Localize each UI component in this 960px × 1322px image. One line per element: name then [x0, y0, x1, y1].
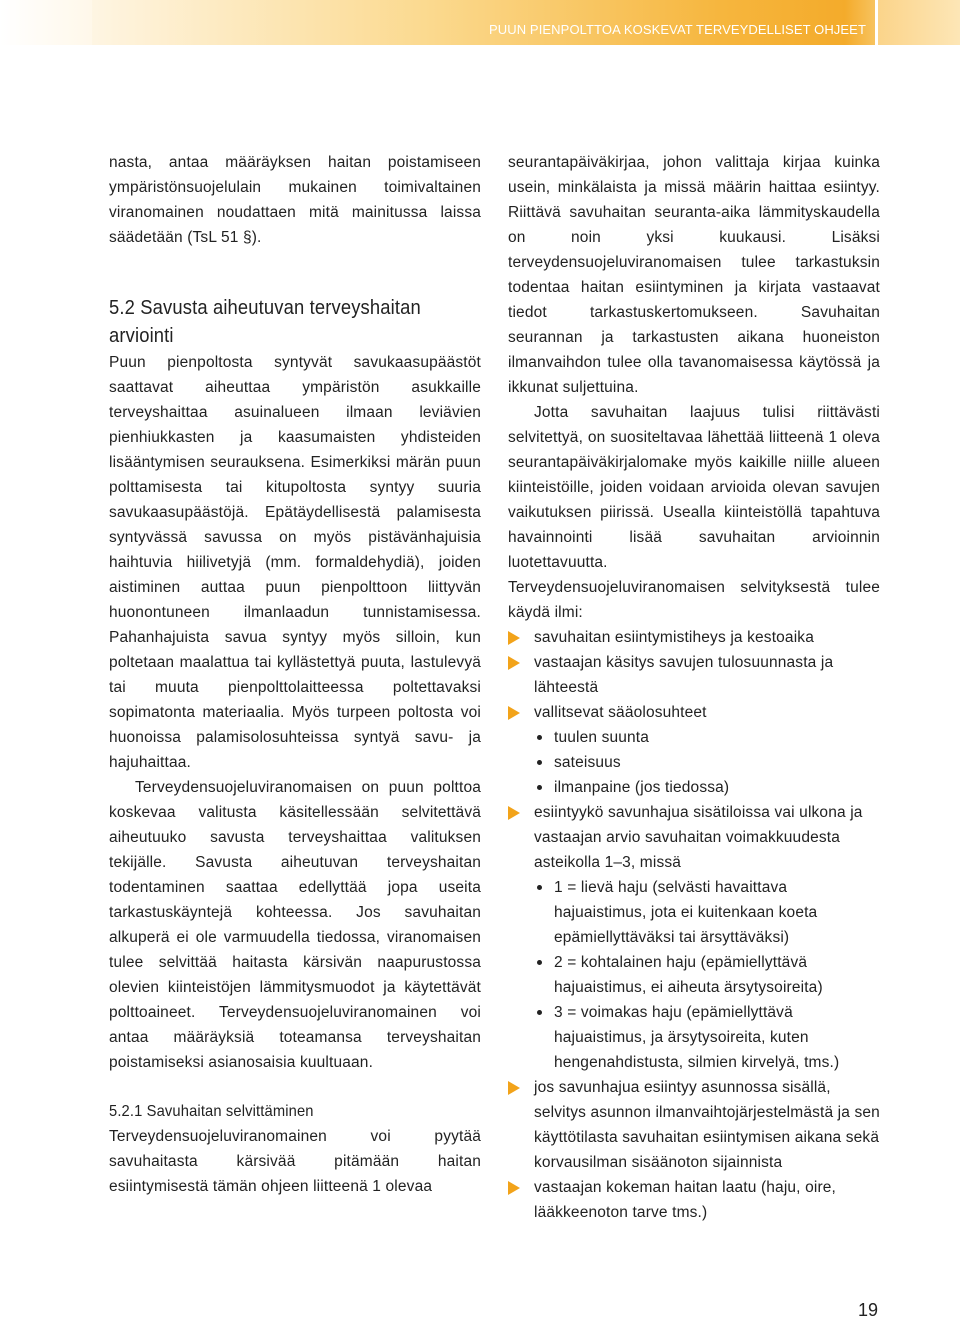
list-item [508, 650, 880, 700]
header-stripe [0, 0, 92, 45]
page-number: 19 [857, 1300, 878, 1320]
right-paragraph-2: Jotta savuhaitan laajuus tulisi riittävästi selvitettyä, on suositeltavaa lähettää liitteenä 1 oleva seurantapäiväkirjalomake myös kaikille niille alueen kiinteistöille, joiden voidaan arvioida olevan savujen vaikutuksen piirissä. Usealla kiinteistöllä tapahtuva havainnointi lisää savuhaitan arvioinnin luotettavuutta. [508, 404, 880, 571]
left-column [109, 150, 481, 1199]
sub-list-item [534, 775, 880, 800]
arrow-bullet-icon [508, 1081, 520, 1095]
list-item [508, 700, 880, 800]
right-paragraph-1: seurantapäiväkirjaa, johon valittaja kirjaa kuinka usein, minkälaista ja missä määrin haittaa esiintyy. Riittävä savuhaitan seuranta-aika lämmityskaudella on noin yksi kuukausi. Lisäksi terveydensuojeluviranomaisen tulee tarkastuksin todentaa haitan esiintyminen ja kirjata vastaavat tiedot tarkastuskertomukseen. Savuhaitan seurannan ja tarkastusten aikana huoneiston ilmanvaihdon tulee olla tavanomaisessa käytössä ja ikkunat suljettuina. [508, 154, 880, 396]
intro-paragraph: nasta, antaa määräyksen haitan poistamiseen ympäristönsuojelulain mukainen toimivaltainen viranomainen noudattaen mitä mainitussa laissa säädetään (TsL 51 §). [109, 154, 481, 246]
list-item-text: vastaajan käsitys savujen tulosuunnasta ja lähteestä [534, 654, 834, 696]
body-paragraph-2: Terveydensuojeluviranomaisen on puun polttoa koskevaa valitusta käsitellessään selvitettävä aiheutuuko savusta terveyshaittaa valituksen tekijälle. Savusta aiheutuvan terveyshaitan todentaminen saattaa edellyttää jopa useita tarkastuskäyntejä kohteessa. Jos savuhaitan alkuperä ei ole varmuudella tiedossa, viranomaisen tulee selvittää haitasta kärsivän naapurustossa olevien kiinteistöjen lämmitysmuodot ja käytettävät polttoaineet. Terveydensuojeluviranomainen voi antaa määräyksiä toteamansa terveyshaitan poistamiseksi asianosaisia kuultuaan. [109, 779, 481, 1071]
list-item [508, 1075, 880, 1175]
running-header-title: PUUN PIENPOLTTOA KOSKEVAT TERVEYDELLISET OHJEET [488, 22, 866, 37]
list-item-text: vallitsevat sääolosuhteet [534, 704, 707, 721]
list-intro: Terveydensuojeluviranomaisen selvityksestä tulee käydä ilmi: [508, 579, 880, 621]
arrow-bullet-icon [508, 656, 520, 670]
sub-list-item-text: sateisuus [554, 754, 621, 771]
bullet-dot-icon [537, 760, 542, 765]
subsection-heading: 5.2.1 Savuhaitan selvittäminen [109, 1103, 314, 1120]
bullet-dot-icon [537, 735, 542, 740]
bullet-dot-icon [537, 960, 542, 965]
sub-list [534, 725, 880, 800]
body-paragraph-1: Puun pienpoltosta syntyvät savukaasupäästöt saattavat aiheuttaa ympäristön asukkaille terveyshaittaa asuinalueen ilmaan leviävien pienhiukkasten ja kaasumaisten yhdisteiden lisääntymisen seurauksena. Esimerkiksi märän puun polttamisesta tai kitupoltosta syntyy suuria savukaasupäästöjä. Epätäydellisestä palamisesta syntyvässä savussa on myös pistävänhajuisia haihtuvia hiilivetyjä (mm. formaldehydiä), joiden aistiminen auttaa puun pienpolttoon liittyvän huonontuneen ilmanlaadun tunnistamisessa. Pahanhajuista savua syntyy myös silloin, kun poltetaan maalattua tai kyllästettyä puuta, lastulevyä tai muuta pienpolttolaitteessa poltettavaksi sopimatonta materiaalia. Myös turpeen poltosta voi huonoissa palamisolosuhteissa syntyä savu- ja hajuhaittaa. [109, 354, 481, 771]
list-item-text: vastaajan kokeman haitan laatu (haju, oire, lääkkeenoton tarve tms.) [534, 1179, 836, 1221]
right-column [508, 150, 880, 1225]
list-item-text: savuhaitan esiintymistiheys ja kestoaika [534, 629, 814, 646]
sub-list-item [534, 725, 880, 750]
bullet-dot-icon [537, 785, 542, 790]
header-bar [0, 0, 960, 45]
arrow-bullet-icon [508, 1181, 520, 1195]
list-item [508, 1175, 880, 1225]
arrow-bullet-icon [508, 706, 520, 720]
sub-list-item [534, 1000, 880, 1075]
list-item [508, 800, 880, 1075]
arrow-bullet-icon [508, 806, 520, 820]
bullet-dot-icon [537, 1010, 542, 1015]
section-heading: 5.2 Savusta aiheutuvan terveyshaitan arviointi [109, 297, 421, 347]
list-item-text: esiintyykö savunhajua sisätiloissa vai ulkona ja vastaajan arvio savuhaitan voimakkuudesta asteikolla 1–3, missä [534, 804, 863, 871]
body-paragraph-3: Terveydensuojeluviranomainen voi pyytää savuhaitasta kärsivää pitämään haitan esiintymisestä tämän ohjeen liitteenä 1 olevaa [109, 1128, 481, 1195]
sub-list-item-text: 1 = lievä haju (selvästi havaittava hajuaistimus, jota ei kuitenkaan koeta epämiellyttäväksi tai ärsyttäväksi) [554, 879, 818, 946]
list-item-text: jos savunhajua esiintyy asunnossa sisällä, selvitys asunnon ilmanvaihtojärjestelmästä ja sen käyttötilasta savuhaitan esiintymisen aikana sekä korvausilman sisäänoton sijainnista [534, 1079, 880, 1171]
sub-list-item-text: tuulen suunta [554, 729, 650, 746]
requirements-list [508, 625, 880, 1225]
sub-list-item-text: 2 = kohtalainen haju (epämiellyttävä hajuaistimus, ei aiheuta ärsytysoireita) [554, 954, 823, 996]
list-item [508, 625, 880, 650]
sub-list-item-text: 3 = voimakas haju (epämiellyttävä hajuaistimus, ja ärsytysoireita, kuten hengenahdistusta, silmien kirvelyä, tms.) [554, 1004, 840, 1071]
arrow-bullet-icon [508, 631, 520, 645]
sub-list [534, 875, 880, 1075]
header-corner-block [875, 0, 960, 45]
sub-list-item [534, 875, 880, 950]
bullet-dot-icon [537, 885, 542, 890]
sub-list-item-text: ilmanpaine (jos tiedossa) [554, 779, 730, 796]
sub-list-item [534, 950, 880, 1000]
sub-list-item [534, 750, 880, 775]
